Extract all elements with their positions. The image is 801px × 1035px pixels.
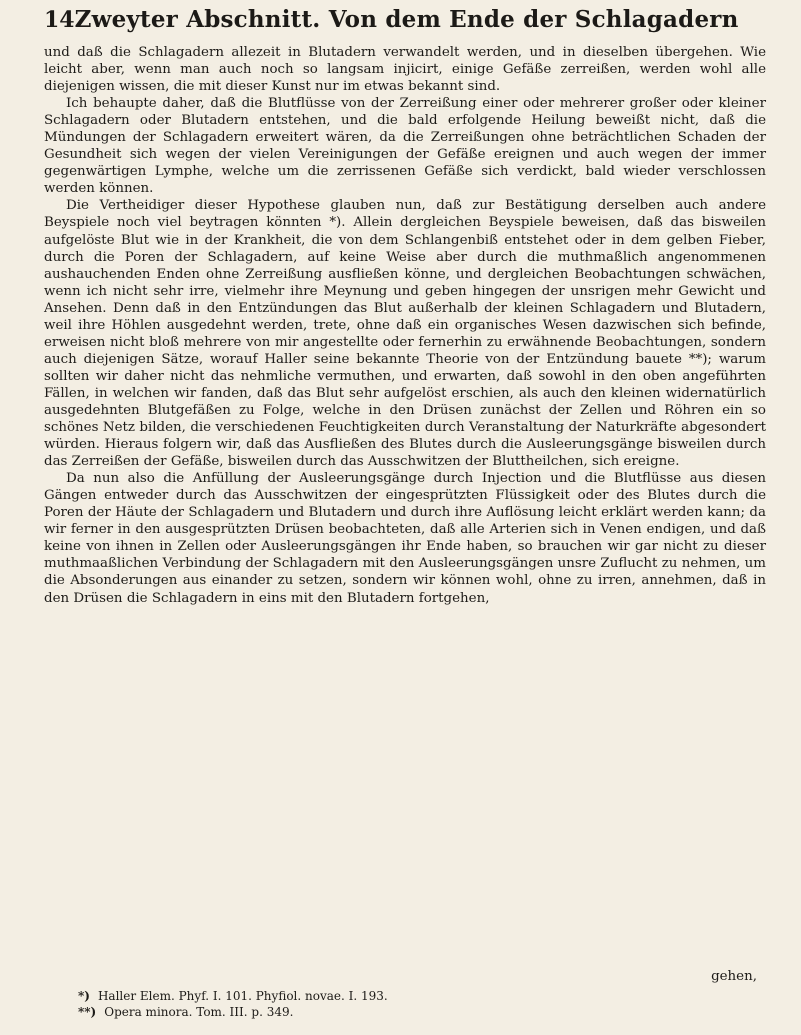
paragraph: Die Vertheidiger dieser Hypothese glauben nun, daß zur Bestätigung derselben auch andere Beyspiele noch viel beytragen könnten *). Allein dergleichen Beyspiele beweisen, daß das bisweilen aufgelöste Blut wie in der Krankheit, die von dem Schlangenbiß entstehet oder in dem gelben Fieber, durch die Poren der Schlagadern, auf keine Weise aber durch die muthmaßlich angenommenen aushauchenden Enden ohne Zerreißung ausfließen könne, und dergleichen Beobachtungen schwächen, wenn ich nicht sehr irre, vielmehr ihre Meynung und geben hingegen der unsrigen mehr Gewicht und Ansehen. Denn daß in den Entzündungen das Blut außerhalb der kleinen Schlagadern und Blutadern, weil ihre Höhlen ausgedehnt werden, trete, ohne daß ein organisches Wesen dazwischen sich befinde, erweisen nicht bloß mehrere von mir angestellte oder fernerhin zu erwähnende Beobachtungen, sondern auch diejenigen Sätze, worauf Haller seine bekannte Theorie von der Entzündung bauete **); warum sollten wir daher nicht das nehmliche vermuthen, und erwarten, daß sowohl in den oben angeführten Fällen, in welchen wir fanden, daß das Blut sehr aufgelöst erschien, als auch den kleinen widernatürlich ausgedehnten Blutgefäßen zu Folge, welche in den Drüsen zunächst der Zellen und Röhren ein so schönes Netz bilden, die verschiedenen Feuchtigkeiten durch Veranstaltung der Naturkräfte abgesondert würden. Hieraus folgern wir, daß das Ausfließen des Blutes durch die Ausleerungsgänge bisweilen durch das Zerreißen der Gefäße, bisweilen durch das Ausschwitzen der Bluttheilchen, sich ereigne. — [44, 198, 766, 470]
running-head: Zweyter Abschnitt. Von dem Ende der Schlagadern — [74, 6, 739, 33]
footnotes — [44, 988, 744, 1020]
footnote — [44, 988, 744, 1004]
catchword: gehen, — [711, 969, 757, 984]
footnote — [44, 1004, 744, 1020]
paragraph: Ich behaupte daher, daß die Blutflüsse von der Zerreißung einer oder mehrerer großer oder kleiner Schlagadern oder Blutadern entstehen, und die bald erfolgende Heilung beweißt nicht, daß die Mündungen der Schlagadern erweitert wären, da die Zerreißungen ohne beträchtlichen Schaden der Gesundheit sich wegen der vielen Vereinigungen der Gefäße ereignen und auch wegen der immer gegenwärtigen Lymphe, welche um die zerrissenen Gefäße sich verdickt, bald wieder verschlossen werden können. — [44, 96, 766, 197]
paragraph: Da nun also die Anfüllung der Ausleerungsgänge durch Injection und die Blutflüsse aus diesen Gängen entweder durch das Ausschwitzen der eingesprützten Flüssigkeit oder des Blutes durch die Poren der Häute der Schlagadern und Blutadern und durch ihre Auflösung leicht erklärt werden kann; da wir ferner in den ausgesprützten Drüsen beobachteten, daß alle Arterien sich in Venen endigen, und daß keine von ihnen in Zellen oder Ausleerungsgängen ihr Ende haben, so brauchen wir gar nicht zu dieser muthmaaßlichen Verbindung der Schlagadern mit den Ausleerungsgängen unsre Zuflucht zu nehmen, um die Absonderungen aus einander zu setzen, sondern wir können wohl, ohne zu irren, annehmen, daß in den Drüsen die Schlagadern in eins mit den Blutadern fortgehen, — [44, 471, 766, 606]
paragraph: und daß die Schlagadern allezeit in Blutadern verwandelt werden, und in dieselben übergehen. Wie leicht aber, wenn man auch noch so langsam injicirt, einige Gefäße zerreißen, werden wohl alle diejenigen wissen, die mit dieser Kunst nur im etwas bekannt sind. — [44, 45, 766, 95]
footnote-mark: **) — [78, 1005, 97, 1019]
footnote-text: Haller Elem. Phyf. I. 101. Phyfiol. novae. I. 193. — [97, 989, 388, 1003]
footnote-mark: *) — [78, 989, 90, 1003]
page-number: 14 — [44, 7, 75, 33]
page-header — [44, 6, 739, 38]
footnote-text: Opera minora. Tom. III. p. 349. — [104, 1005, 294, 1019]
body-text — [44, 44, 766, 607]
